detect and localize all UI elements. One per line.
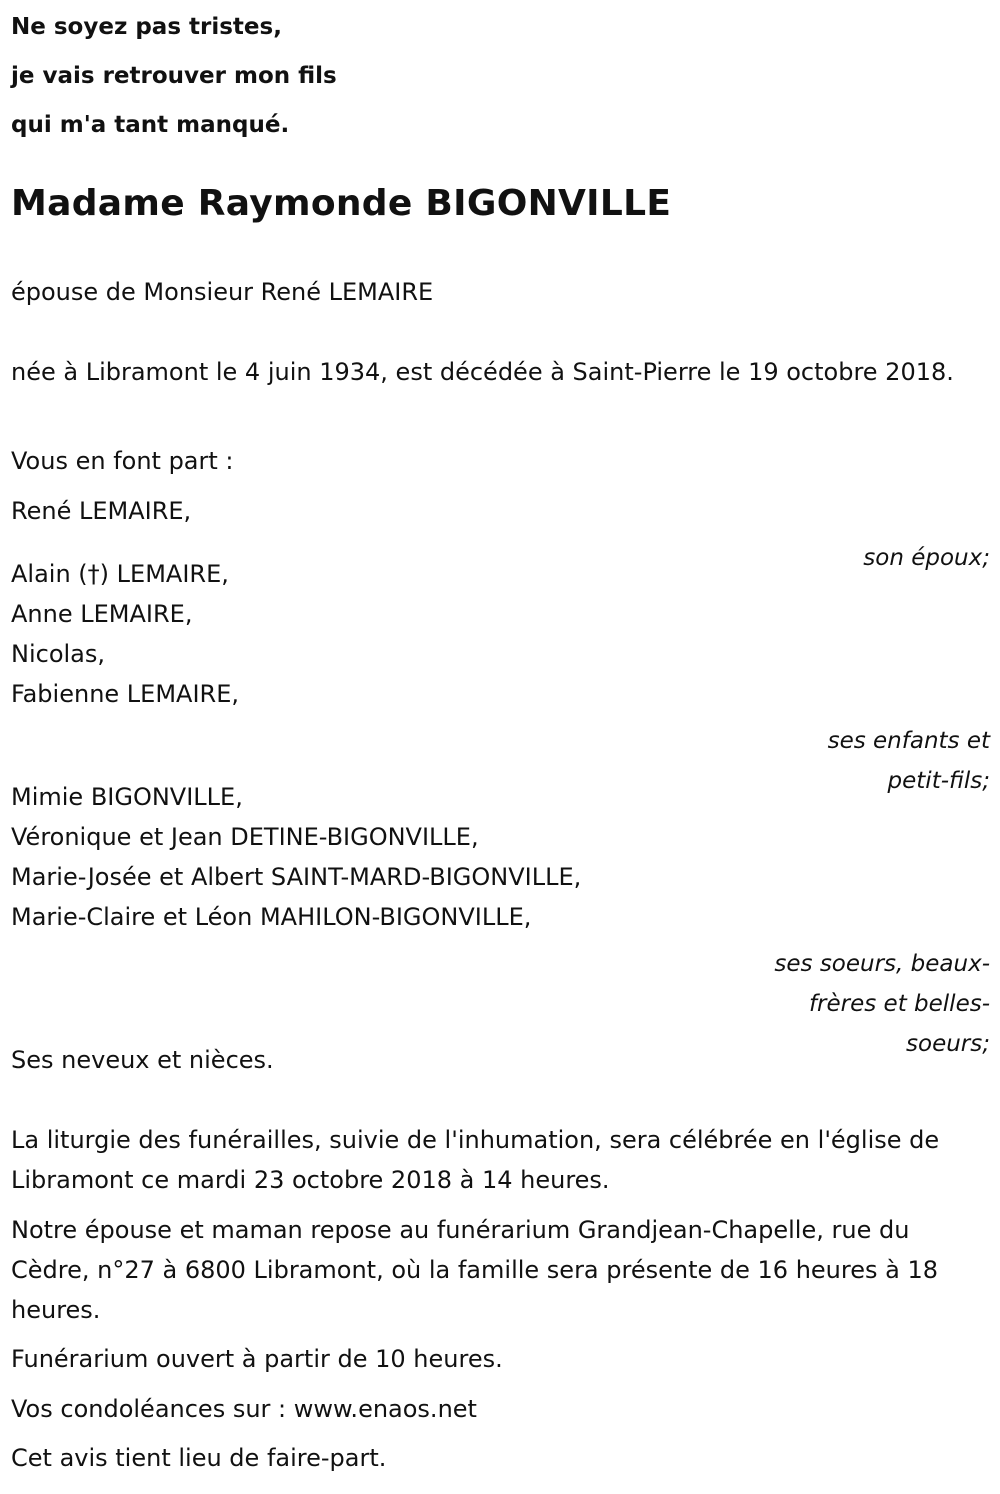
- quote-line-2: je vais retrouver mon fils: [11, 63, 337, 89]
- family-child-name: Anne LEMAIRE,: [11, 600, 193, 628]
- family-sibling-name: Marie-Josée et Albert SAINT-MARD-BIGONVILLE,: [11, 863, 582, 891]
- spouse-line: épouse de Monsieur René LEMAIRE: [11, 278, 434, 306]
- family-siblings-relation: frères et belles-: [808, 991, 990, 1017]
- family-child-name: Alain (†) LEMAIRE,: [11, 560, 229, 588]
- family-children-relation: ses enfants et: [827, 728, 990, 754]
- condolences-text: Vos condoléances sur : www.enaos.net: [11, 1395, 477, 1423]
- funeral-liturgy: La liturgie des funérailles, suivie de l'inhumation, sera célébrée en l'église de Libramont ce mardi 23 octobre 2018 à 14 heures.: [11, 1126, 940, 1194]
- notice-text: Cet avis tient lieu de faire-part.: [11, 1444, 387, 1472]
- family-siblings-relation: ses soeurs, beaux-: [774, 951, 990, 977]
- funeral-rest-location: Notre épouse et maman repose au funérarium Grandjean-Chapelle, rue du Cèdre, n°27 à 6800 Libramont, où la famille sera présente de 16 heures à 18 heures.: [11, 1216, 938, 1324]
- family-children-relation: petit-fils;: [887, 768, 990, 794]
- funeral-opening-hours: Funérarium ouvert à partir de 10 heures.: [11, 1345, 503, 1373]
- family-sibling-name: Marie-Claire et Léon MAHILON-BIGONVILLE,: [11, 903, 532, 931]
- family-spouse-name: René LEMAIRE,: [11, 497, 192, 525]
- family-nephews: Ses neveux et nièces.: [11, 1046, 274, 1074]
- family-sibling-name: Mimie BIGONVILLE,: [11, 783, 243, 811]
- family-child-name: Nicolas,: [11, 640, 106, 668]
- quote-line-1: Ne soyez pas tristes,: [11, 14, 282, 40]
- family-siblings-relation: soeurs;: [906, 1031, 990, 1057]
- family-sibling-name: Véronique et Jean DETINE-BIGONVILLE,: [11, 823, 479, 851]
- family-child-name: Fabienne LEMAIRE,: [11, 680, 239, 708]
- family-spouse-relation: son époux;: [863, 545, 990, 571]
- quote-line-3: qui m'a tant manqué.: [11, 112, 290, 138]
- announce-text: Vous en font part :: [11, 447, 234, 475]
- deceased-name: Madame Raymonde BIGONVILLE: [11, 183, 672, 224]
- birth-death-text: née à Libramont le 4 juin 1934, est décédée à Saint-Pierre le 19 octobre 2018.: [11, 358, 954, 386]
